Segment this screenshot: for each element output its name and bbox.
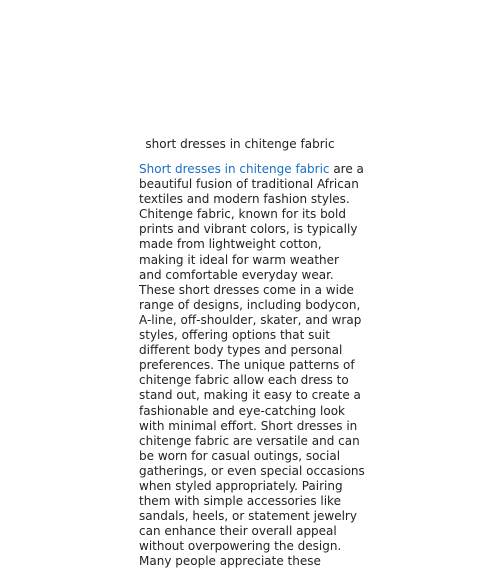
article-text: are a beautiful fusion of traditional African textiles and modern fashion styles. Chitenge fabric, known for its bold prints and vibrant colors, is typically made from lightweight cotton, making it ideal for warm weather and comfortable everyday wear. These short dresses come in a wide range of designs, including bodycon, A-line, off-shoulder, skater, and wrap styles, offering options that suit different body types and personal preferences. The unique patterns of chitenge fabric allow each dress to stand out, making it easy to create a fashionable and eye-catching look with minimal effort. Short dresses in chitenge fabric are versatile and can be worn for casual outings, social gatherings, or even special occasions when styled appropriately. Pairing them with simple accessories like sandals, heels, or statement jewelry can enhance their overall appeal without overpowering the design. Many people appreciate these: [139, 162, 365, 569]
page-title: short dresses in chitenge fabric: [145, 137, 335, 151]
article-body: [139, 162, 365, 570]
article-link[interactable]: Short dresses in chitenge fabric: [139, 162, 330, 176]
